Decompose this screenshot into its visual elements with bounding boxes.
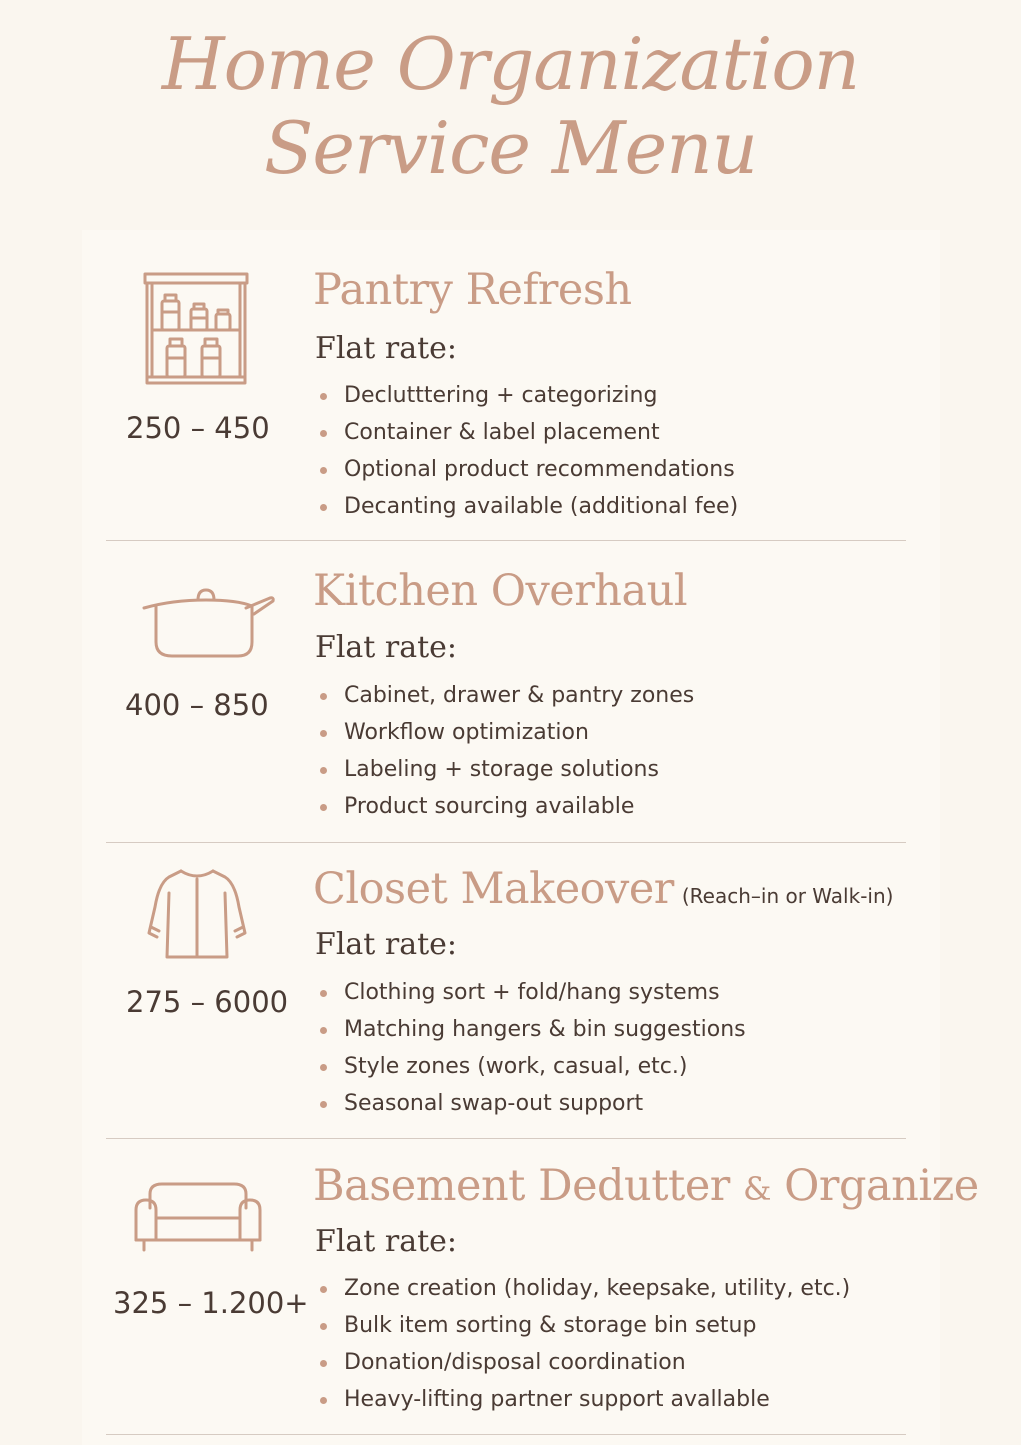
basement-title	[313, 1161, 979, 1211]
sofa-icon	[132, 1180, 264, 1256]
page-title	[0, 22, 1021, 190]
page-title-line2: Service Menu	[264, 106, 757, 190]
list-item: Heavy-lifting partner support avallable	[318, 1381, 850, 1418]
closet-title	[313, 864, 893, 914]
closet-title-text: Closet Makeover	[313, 864, 674, 914]
pantry-title: Pantry Refresh	[313, 265, 632, 315]
list-item: Donation/disposal coordination	[318, 1344, 850, 1381]
list-item: Style zones (work, casual, etc.)	[318, 1048, 746, 1085]
list-item: Declutttering + categorizing	[318, 377, 738, 414]
divider	[106, 540, 906, 541]
list-item: Zone creation (holiday, keepsake, utility, etc.)	[318, 1270, 850, 1307]
closet-features	[318, 974, 746, 1122]
list-item: Container & label placement	[318, 414, 738, 451]
list-item: Optional product recommendations	[318, 451, 738, 488]
closet-title-note: (Reach–in or Walk-in)	[681, 884, 894, 908]
closet-rate-label: Flat rate:	[315, 927, 458, 962]
basement-rate-label: Flat rate:	[315, 1224, 458, 1259]
basement-features	[318, 1270, 850, 1418]
basement-title-part1: Basement Dedutter	[313, 1161, 730, 1211]
kitchen-features	[318, 677, 694, 825]
pantry-features	[318, 377, 738, 525]
list-item: Workflow optimization	[318, 714, 694, 751]
list-item: Seasonal swap-out support	[318, 1085, 746, 1122]
list-item: Decanting available (additional fee)	[318, 488, 738, 525]
basement-title-amp: &	[743, 1170, 771, 1208]
cooking-pot-icon	[142, 586, 276, 660]
list-item: Bulk item sorting & storage bin setup	[318, 1307, 850, 1344]
kitchen-title: Kitchen Overhaul	[313, 566, 688, 616]
kitchen-price: 400 – 850	[125, 688, 269, 722]
basement-title-part2: Organize	[784, 1161, 979, 1211]
closet-price: 275 – 6000	[126, 985, 289, 1019]
divider	[106, 1138, 906, 1139]
list-item: Matching hangers & bin suggestions	[318, 1011, 746, 1048]
page-title-line1: Home Organization	[161, 22, 860, 106]
pantry-shelf-icon	[143, 272, 249, 386]
basement-price: 325 – 1.200+	[113, 1286, 309, 1320]
list-item: Cabinet, drawer & pantry zones	[318, 677, 694, 714]
kitchen-rate-label: Flat rate:	[315, 630, 458, 665]
divider	[106, 1434, 906, 1435]
list-item: Labeling + storage solutions	[318, 751, 694, 788]
pantry-price: 250 – 450	[126, 411, 270, 445]
jacket-icon	[147, 867, 247, 961]
list-item: Clothing sort + fold/hang systems	[318, 974, 746, 1011]
list-item: Product sourcing available	[318, 788, 694, 825]
pantry-rate-label: Flat rate:	[315, 331, 458, 366]
divider	[106, 842, 906, 843]
